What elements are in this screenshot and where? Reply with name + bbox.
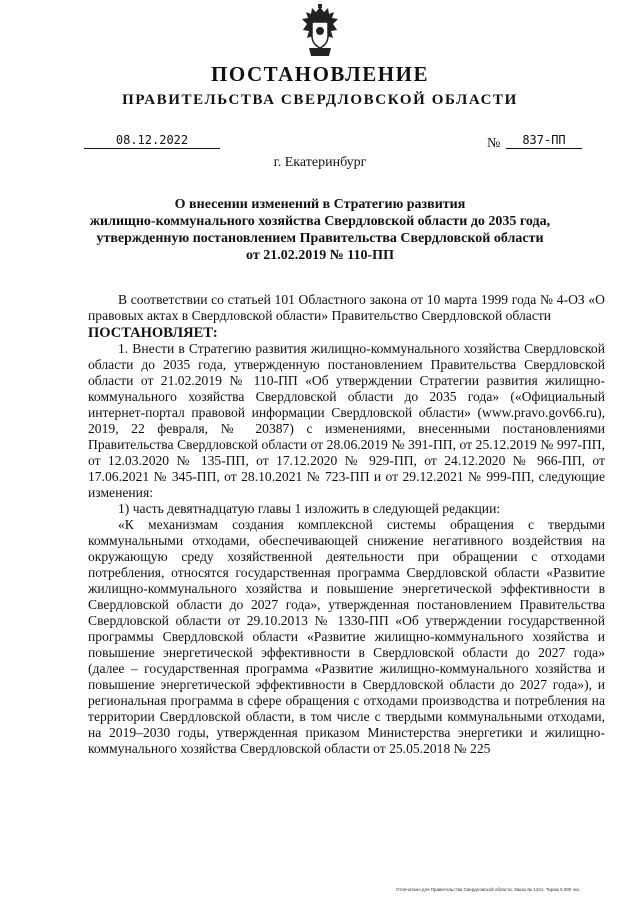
heading-line: жилищно-коммунального хозяйства Свердловской области до 2035 года, xyxy=(89,214,551,229)
heading-line: утвержденную постановлением Правительства Свердловской области xyxy=(96,231,544,246)
heading-line: О внесении изменений в Стратегию развития xyxy=(174,197,466,212)
document-number: 837-ПП xyxy=(506,132,582,149)
resolves-label: ПОСТАНОВЛЯЕТ: xyxy=(88,325,218,341)
subitem-1-paragraph: 1) часть девятнадцатую главы 1 изложить в следующей редакции: xyxy=(118,501,501,516)
document-title: ПОСТАНОВЛЕНИЕ xyxy=(211,62,429,86)
document-heading xyxy=(70,196,570,264)
document-body xyxy=(88,292,605,757)
heading-line: от 21.02.2019 № 110-ПП xyxy=(246,248,394,263)
quote-paragraph: «К механизмам создания комплексной системы обращения с твердыми коммунальными отходами, обеспечивающей снижение негативного воздействия на окружающую среду хозяйственной деятельности при обращении с отходами потребления, относятся государственная программа Свердловской области «Развитие жилищно-коммунального хозяйства и повышение энергетической эффективности в Свердловской области до 2027 года», утвержденная постановлением Правительства Свердловской области от 29.10.2013 № 1330-ПП «Об утверждении государственной программы Свердловской области «Развитие жилищно-коммунального хозяйства и повышение энергетической эффективности в Свердловской области до 2027 года» (далее – государственная программа «Развитие жилищно-коммунального хозяйства и повышение энергетической эффективности в Свердловской области до 2027 года»), и региональная программа в сфере обращения с отходами производства и потребления на территории Свердловской области, в том числе с твердыми коммунальными отходами, на 2019–2030 годы, утвержденная приказом Министерства энергетики и жилищно-коммунального хозяйства Свердловской области от 25.05.2018 № 225 xyxy=(88,517,605,756)
number-label: № xyxy=(487,136,501,151)
document-date: 08.12.2022 xyxy=(84,132,220,149)
print-note: Отпечатано для Правительства Свердловской области. Заказ № 1421. Тираж 5 000 экз. xyxy=(396,887,581,892)
document-subtitle: ПРАВИТЕЛЬСТВА СВЕРДЛОВСКОЙ ОБЛАСТИ xyxy=(122,92,518,108)
city: г. Екатеринбург xyxy=(273,155,367,170)
coat-of-arms-icon xyxy=(297,4,343,60)
item-1-paragraph: 1. Внести в Стратегию развития жилищно-коммунального хозяйства Свердловской области до 2035 года, утвержденную постановлением Правительства Свердловской области от 21.02.2019 № 110-ПП «Об утверждении Стратегии развития жилищно-коммунального хозяйства Свердловской области до 2035 года» («Официальный интернет-портал правовой информации Свердловской области» (www.pravo.gov66.ru), 2019, 22 февраля, № 20387) с изменениями, внесенными постановлениями Правительства Свердловской области от 28.06.2019 № 391-ПП, от 25.12.2019 № 997-ПП, от 12.03.2020 № 135-ПП, от 17.12.2020 № 929-ПП, от 24.12.2020 № 966-ПП, от 17.06.2021 № 345-ПП, от 28.10.2021 № 723-ПП и от 29.12.2021 № 999-ПП, следующие изменения: xyxy=(88,341,605,500)
preamble-paragraph: В соответствии со статьей 101 Областного закона от 10 марта 1999 года № 4-ОЗ «О правовых актах в Свердловской области» Правительство Свердловской области xyxy=(88,292,605,323)
